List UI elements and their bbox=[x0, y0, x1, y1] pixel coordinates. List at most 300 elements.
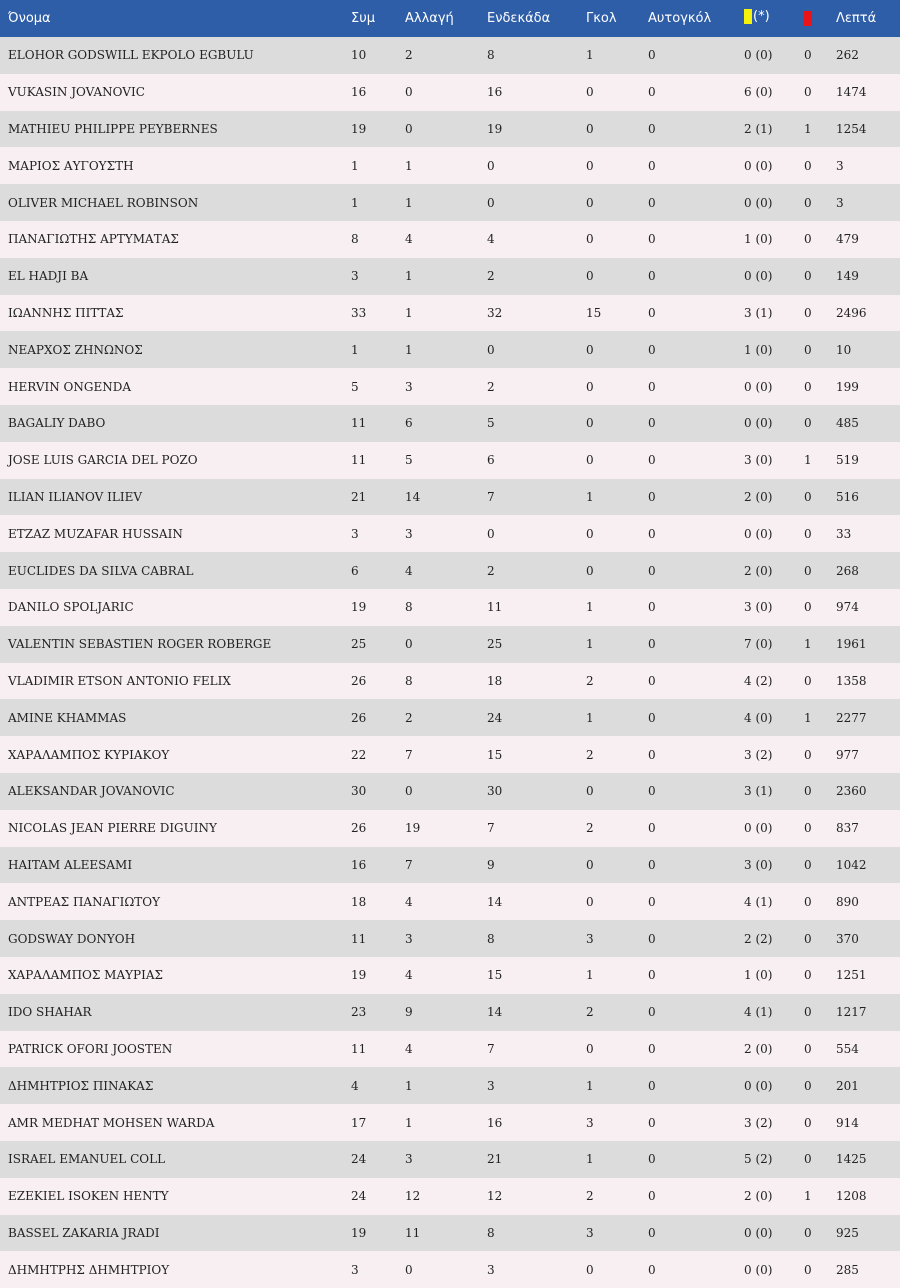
cell-red-cards: 0 bbox=[804, 1041, 812, 1056]
table-row bbox=[0, 847, 900, 884]
cell-minutes: 1358 bbox=[836, 673, 867, 688]
header-red-cards[interactable] bbox=[796, 0, 828, 37]
cell-appearances: 4 bbox=[351, 1078, 359, 1093]
cell-sub: 1 bbox=[405, 342, 413, 357]
table-row bbox=[0, 515, 900, 552]
cell-yellow-cards: 0 (0) bbox=[744, 269, 773, 284]
cell-yellow-cards: 0 (0) bbox=[744, 821, 773, 836]
cell-minutes: 268 bbox=[836, 563, 859, 578]
cell-appearances: 11 bbox=[351, 931, 367, 946]
cell-goals: 1 bbox=[586, 710, 594, 725]
cell-yellow-cards: 0 (0) bbox=[744, 48, 773, 63]
cell-own-goals: 0 bbox=[648, 1115, 656, 1130]
table-row bbox=[0, 1251, 900, 1288]
cell-lineup: 7 bbox=[487, 1041, 495, 1056]
cell-name[interactable]: PATRICK OFORI JOOSTEN bbox=[8, 1041, 173, 1056]
cell-appearances: 1 bbox=[351, 342, 359, 357]
cell-lineup: 14 bbox=[487, 1005, 503, 1020]
table-row bbox=[0, 589, 900, 626]
cell-red-cards: 0 bbox=[804, 195, 812, 210]
cell-name[interactable]: ELOHOR GODSWILL EKPOLO EGBULU bbox=[8, 48, 254, 63]
cell-name[interactable]: BASSEL ZAKARIA JRADI bbox=[8, 1225, 160, 1240]
cell-yellow-cards: 3 (0) bbox=[744, 453, 773, 468]
cell-minutes: 1961 bbox=[836, 637, 867, 652]
cell-red-cards: 0 bbox=[804, 1152, 812, 1167]
cell-yellow-cards: 6 (0) bbox=[744, 85, 773, 100]
cell-red-cards: 0 bbox=[804, 857, 812, 872]
cell-lineup: 9 bbox=[487, 857, 495, 872]
cell-sub: 3 bbox=[405, 1152, 413, 1167]
cell-own-goals: 0 bbox=[648, 673, 656, 688]
cell-appearances: 19 bbox=[351, 1225, 367, 1240]
cell-appearances: 19 bbox=[351, 600, 367, 615]
cell-minutes: 554 bbox=[836, 1041, 859, 1056]
cell-sub: 1 bbox=[405, 1115, 413, 1130]
cell-goals: 0 bbox=[586, 416, 594, 431]
cell-appearances: 3 bbox=[351, 526, 359, 541]
cell-appearances: 21 bbox=[351, 489, 367, 504]
cell-own-goals: 0 bbox=[648, 158, 656, 173]
cell-goals: 1 bbox=[586, 600, 594, 615]
table-row bbox=[0, 773, 900, 810]
cell-appearances: 3 bbox=[351, 1262, 359, 1277]
cell-name[interactable]: ΜΑΡΙΟΣ ΑΥΓΟΥΣΤΗ bbox=[8, 158, 134, 173]
cell-name[interactable]: GODSWAY DONYOH bbox=[8, 931, 136, 946]
cell-sub: 2 bbox=[405, 48, 413, 63]
cell-goals: 0 bbox=[586, 453, 594, 468]
cell-sub: 4 bbox=[405, 1041, 413, 1056]
table-row bbox=[0, 295, 900, 332]
table-row bbox=[0, 74, 900, 111]
cell-red-cards: 0 bbox=[804, 1262, 812, 1277]
cell-lineup: 7 bbox=[487, 489, 495, 504]
table-row bbox=[0, 1178, 900, 1215]
table-row bbox=[0, 552, 900, 589]
cell-yellow-cards: 0 (0) bbox=[744, 1262, 773, 1277]
cell-yellow-cards: 0 (0) bbox=[744, 195, 773, 210]
cell-yellow-cards: 2 (1) bbox=[744, 121, 773, 136]
cell-appearances: 16 bbox=[351, 85, 367, 100]
cell-own-goals: 0 bbox=[648, 305, 656, 320]
cell-goals: 0 bbox=[586, 195, 594, 210]
cell-appearances: 17 bbox=[351, 1115, 367, 1130]
cell-goals: 0 bbox=[586, 1041, 594, 1056]
cell-red-cards: 0 bbox=[804, 342, 812, 357]
table-body bbox=[0, 37, 900, 1288]
cell-minutes: 1474 bbox=[836, 85, 867, 100]
cell-minutes: 977 bbox=[836, 747, 859, 762]
cell-lineup: 5 bbox=[487, 416, 495, 431]
cell-goals: 0 bbox=[586, 158, 594, 173]
cell-red-cards: 0 bbox=[804, 784, 812, 799]
cell-red-cards: 0 bbox=[804, 747, 812, 762]
cell-red-cards: 1 bbox=[804, 710, 812, 725]
table-row bbox=[0, 994, 900, 1031]
cell-minutes: 2277 bbox=[836, 710, 867, 725]
cell-name[interactable]: JOSE LUIS GARCIA DEL POZO bbox=[8, 453, 198, 468]
cell-goals: 1 bbox=[586, 1152, 594, 1167]
cell-minutes: 149 bbox=[836, 269, 859, 284]
table-row bbox=[0, 147, 900, 184]
cell-red-cards: 0 bbox=[804, 85, 812, 100]
cell-minutes: 1254 bbox=[836, 121, 867, 136]
cell-red-cards: 1 bbox=[804, 637, 812, 652]
table-row bbox=[0, 331, 900, 368]
cell-lineup: 7 bbox=[487, 821, 495, 836]
cell-lineup: 4 bbox=[487, 232, 495, 247]
cell-yellow-cards: 0 (0) bbox=[744, 1225, 773, 1240]
cell-name[interactable]: HAITAM ALEESAMI bbox=[8, 857, 133, 872]
cell-appearances: 3 bbox=[351, 269, 359, 284]
cell-sub: 11 bbox=[405, 1225, 421, 1240]
header-appearances[interactable]: Συμ bbox=[351, 11, 376, 26]
cell-yellow-cards: 0 (0) bbox=[744, 379, 773, 394]
cell-own-goals: 0 bbox=[648, 1262, 656, 1277]
cell-sub: 0 bbox=[405, 637, 413, 652]
table-row bbox=[0, 699, 900, 736]
cell-appearances: 23 bbox=[351, 1005, 367, 1020]
cell-lineup: 2 bbox=[487, 269, 495, 284]
cell-name[interactable]: AMINE KHAMMAS bbox=[8, 710, 127, 725]
table-header bbox=[0, 0, 900, 37]
cell-appearances: 10 bbox=[351, 48, 367, 63]
cell-minutes: 33 bbox=[836, 526, 852, 541]
cell-sub: 4 bbox=[405, 894, 413, 909]
cell-lineup: 0 bbox=[487, 342, 495, 357]
table-row bbox=[0, 1031, 900, 1068]
cell-goals: 3 bbox=[586, 931, 594, 946]
table-row bbox=[0, 626, 900, 663]
cell-appearances: 22 bbox=[351, 747, 367, 762]
cell-red-cards: 0 bbox=[804, 673, 812, 688]
cell-yellow-cards: 0 (0) bbox=[744, 416, 773, 431]
cell-sub: 3 bbox=[405, 931, 413, 946]
cell-yellow-cards: 2 (0) bbox=[744, 1189, 773, 1204]
cell-yellow-cards: 3 (2) bbox=[744, 747, 773, 762]
cell-lineup: 11 bbox=[487, 600, 503, 615]
cell-goals: 0 bbox=[586, 269, 594, 284]
header-own-goals[interactable]: Αυτογκόλ bbox=[648, 11, 712, 26]
cell-goals: 0 bbox=[586, 526, 594, 541]
cell-yellow-cards: 2 (0) bbox=[744, 563, 773, 578]
cell-yellow-cards: 0 (0) bbox=[744, 1078, 773, 1093]
cell-minutes: 974 bbox=[836, 600, 859, 615]
cell-name[interactable]: VALENTIN SEBASTIEN ROGER ROBERGE bbox=[8, 637, 272, 652]
cell-lineup: 19 bbox=[487, 121, 503, 136]
cell-goals: 1 bbox=[586, 489, 594, 504]
cell-sub: 4 bbox=[405, 968, 413, 983]
table-row bbox=[0, 221, 900, 258]
cell-minutes: 2496 bbox=[836, 305, 867, 320]
header-minutes[interactable]: Λεπτά bbox=[836, 11, 877, 26]
cell-own-goals: 0 bbox=[648, 1041, 656, 1056]
cell-sub: 4 bbox=[405, 563, 413, 578]
cell-appearances: 26 bbox=[351, 821, 367, 836]
cell-red-cards: 0 bbox=[804, 1225, 812, 1240]
cell-name[interactable]: ΧΑΡΑΛΑΜΠΟΣ ΜΑΥΡΙΑΣ bbox=[8, 968, 164, 983]
cell-goals: 0 bbox=[586, 894, 594, 909]
cell-name[interactable]: VLADIMIR ETSON ANTONIO FELIX bbox=[8, 673, 231, 688]
cell-lineup: 25 bbox=[487, 637, 503, 652]
cell-lineup: 3 bbox=[487, 1262, 495, 1277]
cell-minutes: 485 bbox=[836, 416, 859, 431]
cell-name[interactable]: MATHIEU PHILIPPE PEYBERNES bbox=[8, 121, 218, 136]
cell-yellow-cards: 0 (0) bbox=[744, 158, 773, 173]
cell-own-goals: 0 bbox=[648, 710, 656, 725]
cell-goals: 3 bbox=[586, 1115, 594, 1130]
cell-minutes: 519 bbox=[836, 453, 859, 468]
table-row bbox=[0, 184, 900, 221]
cell-red-cards: 0 bbox=[804, 232, 812, 247]
cell-yellow-cards: 3 (0) bbox=[744, 600, 773, 615]
cell-lineup: 6 bbox=[487, 453, 495, 468]
table-row bbox=[0, 736, 900, 773]
header-sub[interactable]: Αλλαγή bbox=[405, 11, 454, 26]
cell-own-goals: 0 bbox=[648, 747, 656, 762]
cell-yellow-cards: 4 (0) bbox=[744, 710, 773, 725]
cell-red-cards: 0 bbox=[804, 48, 812, 63]
cell-sub: 4 bbox=[405, 232, 413, 247]
cell-red-cards: 0 bbox=[804, 821, 812, 836]
cell-minutes: 3 bbox=[836, 195, 844, 210]
cell-own-goals: 0 bbox=[648, 857, 656, 872]
cell-minutes: 1208 bbox=[836, 1189, 867, 1204]
cell-goals: 2 bbox=[586, 673, 594, 688]
cell-red-cards: 0 bbox=[804, 1115, 812, 1130]
cell-name[interactable]: EZEKIEL ISOKEN HENTY bbox=[8, 1189, 169, 1204]
cell-own-goals: 0 bbox=[648, 269, 656, 284]
cell-name[interactable]: HERVIN ONGENDA bbox=[8, 379, 132, 394]
cell-name[interactable]: ΝΕΑΡΧΟΣ ΖΗΝΩΝΟΣ bbox=[8, 342, 143, 357]
cell-goals: 0 bbox=[586, 784, 594, 799]
table-row bbox=[0, 37, 900, 74]
cell-minutes: 914 bbox=[836, 1115, 859, 1130]
header-yellow-cards[interactable] bbox=[736, 0, 796, 37]
cell-name[interactable]: ΧΑΡΑΛΑΜΠΟΣ ΚΥΡΙΑΚΟΥ bbox=[8, 747, 170, 762]
cell-minutes: 2360 bbox=[836, 784, 867, 799]
cell-goals: 2 bbox=[586, 821, 594, 836]
cell-minutes: 1042 bbox=[836, 857, 867, 872]
cell-sub: 2 bbox=[405, 710, 413, 725]
cell-own-goals: 0 bbox=[648, 1189, 656, 1204]
table-row bbox=[0, 479, 900, 516]
cell-goals: 2 bbox=[586, 1005, 594, 1020]
cell-goals: 2 bbox=[586, 747, 594, 762]
cell-minutes: 837 bbox=[836, 821, 859, 836]
cell-own-goals: 0 bbox=[648, 1152, 656, 1167]
table-row bbox=[0, 442, 900, 479]
cell-goals: 0 bbox=[586, 563, 594, 578]
cell-lineup: 21 bbox=[487, 1152, 503, 1167]
yellow-card-icon bbox=[744, 9, 752, 24]
cell-name[interactable]: BAGALIY DABO bbox=[8, 416, 106, 431]
cell-appearances: 24 bbox=[351, 1152, 367, 1167]
cell-name[interactable]: VUKASIN JOVANOVIC bbox=[8, 85, 145, 100]
cell-goals: 0 bbox=[586, 121, 594, 136]
cell-appearances: 25 bbox=[351, 637, 367, 652]
cell-red-cards: 0 bbox=[804, 931, 812, 946]
cell-appearances: 24 bbox=[351, 1189, 367, 1204]
cell-lineup: 3 bbox=[487, 1078, 495, 1093]
cell-goals: 0 bbox=[586, 342, 594, 357]
cell-minutes: 1217 bbox=[836, 1005, 867, 1020]
cell-yellow-cards: 2 (0) bbox=[744, 1041, 773, 1056]
cell-yellow-cards: 4 (1) bbox=[744, 1005, 773, 1020]
cell-name[interactable]: IDO SHAHAR bbox=[8, 1005, 92, 1020]
cell-red-cards: 0 bbox=[804, 379, 812, 394]
cell-own-goals: 0 bbox=[648, 1005, 656, 1020]
cell-sub: 1 bbox=[405, 269, 413, 284]
cell-goals: 0 bbox=[586, 857, 594, 872]
cell-red-cards: 0 bbox=[804, 600, 812, 615]
cell-name[interactable]: ΑΝΤΡΕΑΣ ΠΑΝΑΓΙΩΤΟΥ bbox=[8, 894, 161, 909]
cell-appearances: 33 bbox=[351, 305, 367, 320]
cell-appearances: 8 bbox=[351, 232, 359, 247]
cell-lineup: 0 bbox=[487, 158, 495, 173]
cell-name[interactable]: AMR MEDHAT MOHSEN WARDA bbox=[8, 1115, 215, 1130]
table-row bbox=[0, 883, 900, 920]
cell-name[interactable]: ILIAN ILIANOV ILIEV bbox=[8, 489, 143, 504]
cell-lineup: 2 bbox=[487, 563, 495, 578]
cell-sub: 1 bbox=[405, 195, 413, 210]
cell-lineup: 8 bbox=[487, 931, 495, 946]
table-row bbox=[0, 111, 900, 148]
table-row bbox=[0, 663, 900, 700]
cell-sub: 0 bbox=[405, 85, 413, 100]
cell-sub: 7 bbox=[405, 857, 413, 872]
red-card-icon bbox=[804, 11, 812, 26]
cell-lineup: 15 bbox=[487, 968, 503, 983]
cell-sub: 14 bbox=[405, 489, 421, 504]
cell-name[interactable]: ALEKSANDAR JOVANOVIC bbox=[8, 784, 175, 799]
cell-minutes: 199 bbox=[836, 379, 859, 394]
cell-yellow-cards: 3 (2) bbox=[744, 1115, 773, 1130]
cell-sub: 3 bbox=[405, 526, 413, 541]
cell-sub: 1 bbox=[405, 1078, 413, 1093]
cell-minutes: 10 bbox=[836, 342, 852, 357]
cell-own-goals: 0 bbox=[648, 232, 656, 247]
cell-appearances: 30 bbox=[351, 784, 367, 799]
cell-red-cards: 1 bbox=[804, 121, 812, 136]
table-row bbox=[0, 368, 900, 405]
cell-minutes: 262 bbox=[836, 48, 859, 63]
cell-red-cards: 0 bbox=[804, 1005, 812, 1020]
cell-goals: 3 bbox=[586, 1225, 594, 1240]
cell-own-goals: 0 bbox=[648, 563, 656, 578]
cell-lineup: 2 bbox=[487, 379, 495, 394]
cell-name[interactable]: OLIVER MICHAEL ROBINSON bbox=[8, 195, 199, 210]
cell-own-goals: 0 bbox=[648, 489, 656, 504]
cell-red-cards: 0 bbox=[804, 526, 812, 541]
cell-name[interactable]: ETZAZ MUZAFAR HUSSAIN bbox=[8, 526, 183, 541]
cell-minutes: 925 bbox=[836, 1225, 859, 1240]
cell-name[interactable]: ΠΑΝΑΓΙΩΤΗΣ ΑΡΤΥΜΑΤΑΣ bbox=[8, 232, 179, 247]
cell-own-goals: 0 bbox=[648, 416, 656, 431]
cell-sub: 3 bbox=[405, 379, 413, 394]
cell-sub: 6 bbox=[405, 416, 413, 431]
cell-sub: 1 bbox=[405, 305, 413, 320]
cell-minutes: 3 bbox=[836, 158, 844, 173]
cell-own-goals: 0 bbox=[648, 526, 656, 541]
cell-name[interactable]: ΙΩΑΝΝΗΣ ΠΙΤΤΑΣ bbox=[8, 305, 124, 320]
cell-appearances: 11 bbox=[351, 453, 367, 468]
cell-appearances: 26 bbox=[351, 673, 367, 688]
cell-appearances: 26 bbox=[351, 710, 367, 725]
cell-appearances: 11 bbox=[351, 416, 367, 431]
cell-lineup: 16 bbox=[487, 1115, 503, 1130]
cell-own-goals: 0 bbox=[648, 1078, 656, 1093]
cell-minutes: 1425 bbox=[836, 1152, 867, 1167]
cell-own-goals: 0 bbox=[648, 784, 656, 799]
cell-appearances: 1 bbox=[351, 158, 359, 173]
cell-name[interactable]: ΔΗΜΗΤΡΗΣ ΔΗΜΗΤΡΙΟΥ bbox=[8, 1262, 170, 1277]
cell-minutes: 1251 bbox=[836, 968, 867, 983]
header-goals[interactable]: Γκολ bbox=[586, 11, 617, 26]
cell-own-goals: 0 bbox=[648, 48, 656, 63]
cell-own-goals: 0 bbox=[648, 894, 656, 909]
table-row bbox=[0, 1215, 900, 1252]
cell-lineup: 18 bbox=[487, 673, 503, 688]
cell-own-goals: 0 bbox=[648, 85, 656, 100]
cell-name[interactable]: EL HADJI BA bbox=[8, 269, 89, 284]
cell-lineup: 12 bbox=[487, 1189, 503, 1204]
cell-red-cards: 1 bbox=[804, 1189, 812, 1204]
cell-appearances: 11 bbox=[351, 1041, 367, 1056]
cell-sub: 8 bbox=[405, 600, 413, 615]
cell-name[interactable]: NICOLAS JEAN PIERRE DIGUINY bbox=[8, 821, 217, 836]
cell-own-goals: 0 bbox=[648, 931, 656, 946]
cell-goals: 0 bbox=[586, 232, 594, 247]
cell-sub: 19 bbox=[405, 821, 421, 836]
cell-appearances: 19 bbox=[351, 121, 367, 136]
cell-sub: 0 bbox=[405, 121, 413, 136]
table-row bbox=[0, 1141, 900, 1178]
header-name[interactable]: Όνομα bbox=[8, 11, 51, 26]
cell-own-goals: 0 bbox=[648, 342, 656, 357]
cell-yellow-cards: 2 (2) bbox=[744, 931, 773, 946]
cell-name[interactable]: ISRAEL EMANUEL COLL bbox=[8, 1152, 166, 1167]
cell-goals: 15 bbox=[586, 305, 602, 320]
cell-sub: 9 bbox=[405, 1005, 413, 1020]
cell-name[interactable]: EUCLIDES DA SILVA CABRAL bbox=[8, 563, 194, 578]
cell-red-cards: 0 bbox=[804, 416, 812, 431]
cell-lineup: 8 bbox=[487, 48, 495, 63]
cell-lineup: 0 bbox=[487, 195, 495, 210]
cell-red-cards: 0 bbox=[804, 1078, 812, 1093]
cell-lineup: 24 bbox=[487, 710, 503, 725]
cell-name[interactable]: DANILO SPOLJARIC bbox=[8, 600, 134, 615]
cell-own-goals: 0 bbox=[648, 821, 656, 836]
header-lineup[interactable]: Ενδεκάδα bbox=[487, 11, 551, 26]
cell-goals: 1 bbox=[586, 1078, 594, 1093]
cell-name[interactable]: ΔΗΜΗΤΡΙΟΣ ΠΙΝΑΚΑΣ bbox=[8, 1078, 154, 1093]
cell-minutes: 890 bbox=[836, 894, 859, 909]
cell-minutes: 285 bbox=[836, 1262, 859, 1277]
cell-yellow-cards: 3 (0) bbox=[744, 857, 773, 872]
cell-lineup: 8 bbox=[487, 1225, 495, 1240]
cell-lineup: 15 bbox=[487, 747, 503, 762]
table-row bbox=[0, 1067, 900, 1104]
cell-red-cards: 0 bbox=[804, 269, 812, 284]
table-row bbox=[0, 1104, 900, 1141]
cell-lineup: 32 bbox=[487, 305, 503, 320]
table-row bbox=[0, 258, 900, 295]
cell-yellow-cards: 3 (1) bbox=[744, 305, 773, 320]
cell-own-goals: 0 bbox=[648, 379, 656, 394]
cell-red-cards: 0 bbox=[804, 968, 812, 983]
cell-yellow-cards: 4 (2) bbox=[744, 673, 773, 688]
cell-red-cards: 0 bbox=[804, 158, 812, 173]
